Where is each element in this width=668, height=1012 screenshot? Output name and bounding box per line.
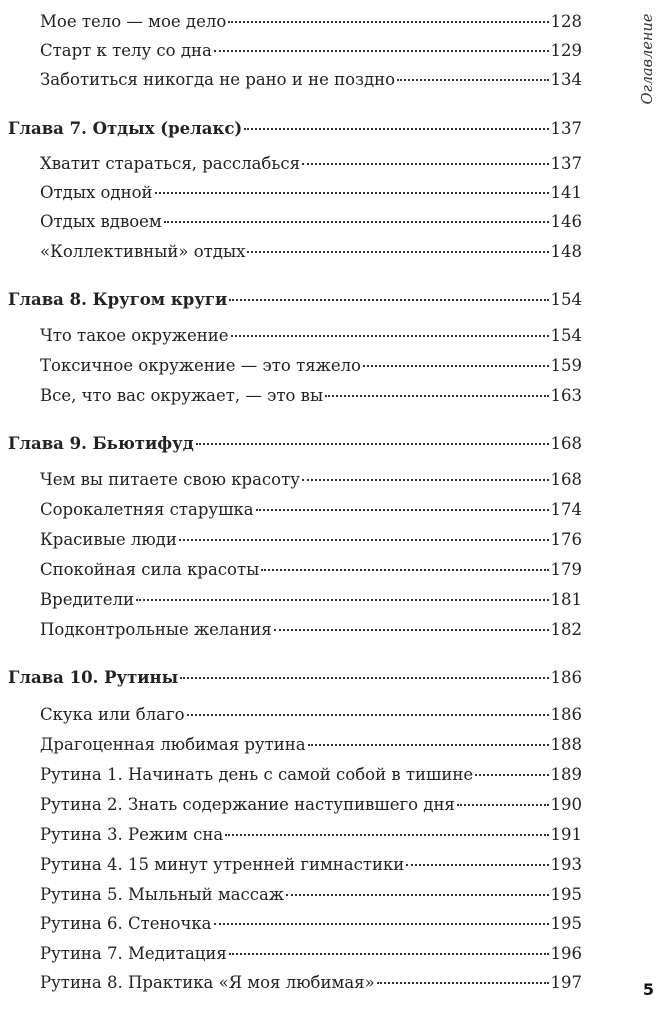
dot-leader bbox=[187, 714, 549, 716]
toc-entry-page: 186 bbox=[550, 705, 582, 724]
toc-entry-page: 193 bbox=[550, 855, 582, 874]
toc-entry-page: 146 bbox=[550, 212, 582, 231]
toc-entry bbox=[40, 821, 582, 849]
dot-leader bbox=[244, 128, 548, 130]
dot-leader bbox=[256, 509, 549, 511]
toc-entry-page: 168 bbox=[550, 470, 582, 489]
toc-entry bbox=[40, 208, 582, 236]
toc-entry-title: Сорокалетняя старушка bbox=[40, 500, 254, 519]
dot-leader bbox=[308, 744, 549, 746]
toc-entry-page: 197 bbox=[550, 973, 582, 992]
toc-entry bbox=[40, 526, 582, 554]
toc-entry bbox=[40, 8, 582, 36]
toc-entry-title: Рутина 5. Мыльный массаж bbox=[40, 885, 285, 904]
toc-entry bbox=[40, 179, 582, 207]
dot-leader bbox=[155, 192, 549, 194]
toc-entry-page: 189 bbox=[550, 765, 582, 784]
toc-chapter bbox=[8, 664, 582, 692]
toc-entry-page: 141 bbox=[550, 183, 582, 202]
toc-entry bbox=[40, 66, 582, 94]
toc-entry-title: Токсичное окружение — это тяжело bbox=[40, 356, 361, 375]
toc-entry-page: 182 bbox=[550, 620, 582, 639]
toc-entry-title: Рутина 6. Стеночка bbox=[40, 914, 212, 933]
toc-entry-page: 196 bbox=[550, 944, 582, 963]
dot-leader bbox=[261, 569, 548, 571]
dot-leader bbox=[397, 79, 548, 81]
toc-entry-title: «Коллективный» отдых bbox=[40, 242, 246, 261]
toc-entry-page: 137 bbox=[550, 154, 582, 173]
toc-entry bbox=[40, 382, 582, 410]
toc-entry-title: Подконтрольные желания bbox=[40, 620, 272, 639]
toc-entry bbox=[40, 496, 582, 524]
toc-entry bbox=[40, 791, 582, 819]
dot-leader bbox=[228, 21, 548, 23]
dot-leader bbox=[214, 923, 549, 925]
toc-chapter-title: Глава 7. Отдых (релакс) bbox=[8, 119, 243, 138]
dot-leader bbox=[377, 982, 549, 984]
toc-chapter-page: 168 bbox=[550, 434, 582, 453]
dot-leader bbox=[229, 953, 549, 955]
toc-entry-title: Рутина 8. Практика «Я моя любимая» bbox=[40, 973, 375, 992]
dot-leader bbox=[363, 365, 549, 367]
toc-entry bbox=[40, 466, 582, 494]
toc-entry-title: Отдых одной bbox=[40, 183, 153, 202]
toc-entry-title: Рутина 4. 15 минут утренней гимнастики bbox=[40, 855, 405, 874]
toc-entry bbox=[40, 150, 582, 178]
toc-entry-title: Рутина 3. Режим сна bbox=[40, 825, 224, 844]
toc-entry-page: 174 bbox=[550, 500, 582, 519]
dot-leader bbox=[229, 299, 548, 301]
dot-leader bbox=[196, 443, 549, 445]
toc-entry-page: 195 bbox=[550, 885, 582, 904]
dot-leader bbox=[247, 251, 548, 253]
toc-entry bbox=[40, 881, 582, 909]
toc-entry-page: 195 bbox=[550, 914, 582, 933]
dot-leader bbox=[180, 677, 548, 679]
toc-chapter-title: Глава 8. Кругом круги bbox=[8, 290, 228, 309]
toc-entry-title: Все, что вас окружает, — это вы bbox=[40, 386, 324, 405]
toc-entry-page: 181 bbox=[550, 590, 582, 609]
toc-entry bbox=[40, 701, 582, 729]
toc-entry-page: 190 bbox=[550, 795, 582, 814]
toc-chapter bbox=[8, 286, 582, 314]
toc-chapter bbox=[8, 430, 582, 458]
toc-entry-title: Спокойная сила красоты bbox=[40, 560, 260, 579]
toc-entry bbox=[40, 851, 582, 879]
toc-entry-title: Рутина 2. Знать содержание наступившего дня bbox=[40, 795, 455, 814]
dot-leader bbox=[457, 804, 549, 806]
toc-entry-title: Скука или благо bbox=[40, 705, 185, 724]
dot-leader bbox=[225, 834, 548, 836]
toc-entry-title: Что такое окружение bbox=[40, 326, 229, 345]
toc-chapter-page: 186 bbox=[550, 668, 582, 687]
toc-chapter-title: Глава 9. Бьютифуд bbox=[8, 434, 194, 453]
dot-leader bbox=[274, 629, 549, 631]
toc-entry-title: Чем вы питаете свою красоту bbox=[40, 470, 300, 489]
dot-leader bbox=[325, 395, 548, 397]
toc-entry-page: 128 bbox=[550, 12, 582, 31]
toc-entry-title: Хватит стараться, расслабься bbox=[40, 154, 300, 173]
toc-chapter-page: 154 bbox=[550, 290, 582, 309]
toc-entry-title: Отдых вдвоем bbox=[40, 212, 162, 231]
toc-entry bbox=[40, 616, 582, 644]
dot-leader bbox=[286, 894, 548, 896]
dot-leader bbox=[302, 163, 549, 165]
running-header bbox=[638, 8, 658, 118]
running-header-text: Оглавление bbox=[640, 13, 656, 105]
toc-entry bbox=[40, 322, 582, 350]
toc-chapter bbox=[8, 115, 582, 143]
toc-entry bbox=[40, 352, 582, 380]
dot-leader bbox=[406, 864, 548, 866]
toc-entry-title: Вредители bbox=[40, 590, 134, 609]
toc-chapter-title: Глава 10. Рутины bbox=[8, 668, 179, 687]
toc-entry-title: Заботиться никогда не рано и не поздно bbox=[40, 70, 396, 89]
toc-entry-page: 176 bbox=[550, 530, 582, 549]
toc-entry bbox=[40, 761, 582, 789]
toc-chapter-page: 137 bbox=[550, 119, 582, 138]
page-number: 5 bbox=[642, 980, 654, 999]
toc-entry bbox=[40, 238, 582, 266]
toc-entry bbox=[40, 556, 582, 584]
toc-entry-page: 163 bbox=[550, 386, 582, 405]
toc-entry-title: Старт к телу со дна bbox=[40, 41, 212, 60]
toc-entry-title: Рутина 7. Медитация bbox=[40, 944, 227, 963]
dot-leader bbox=[179, 539, 549, 541]
dot-leader bbox=[302, 479, 549, 481]
toc-entry bbox=[40, 940, 582, 968]
toc-entry-page: 159 bbox=[550, 356, 582, 375]
dot-leader bbox=[214, 50, 549, 52]
toc-entry-page: 179 bbox=[550, 560, 582, 579]
toc-entry bbox=[40, 37, 582, 65]
toc-entry bbox=[40, 731, 582, 759]
toc-entry-page: 134 bbox=[550, 70, 582, 89]
toc-entry bbox=[40, 586, 582, 614]
toc-entry-title: Рутина 1. Начинать день с самой собой в тишине bbox=[40, 765, 474, 784]
toc-entry bbox=[40, 910, 582, 938]
toc-entry-title: Красивые люди bbox=[40, 530, 177, 549]
toc-entry-page: 188 bbox=[550, 735, 582, 754]
toc-entry-page: 148 bbox=[550, 242, 582, 261]
dot-leader bbox=[475, 774, 548, 776]
toc-entry-page: 154 bbox=[550, 326, 582, 345]
toc-entry-title: Мое тело — мое дело bbox=[40, 12, 227, 31]
toc-entry-page: 191 bbox=[550, 825, 582, 844]
toc-entry-title: Драгоценная любимая рутина bbox=[40, 735, 306, 754]
dot-leader bbox=[231, 335, 549, 337]
toc-entry-page: 129 bbox=[550, 41, 582, 60]
toc-entry bbox=[40, 969, 582, 997]
dot-leader bbox=[136, 599, 549, 601]
dot-leader bbox=[164, 221, 549, 223]
